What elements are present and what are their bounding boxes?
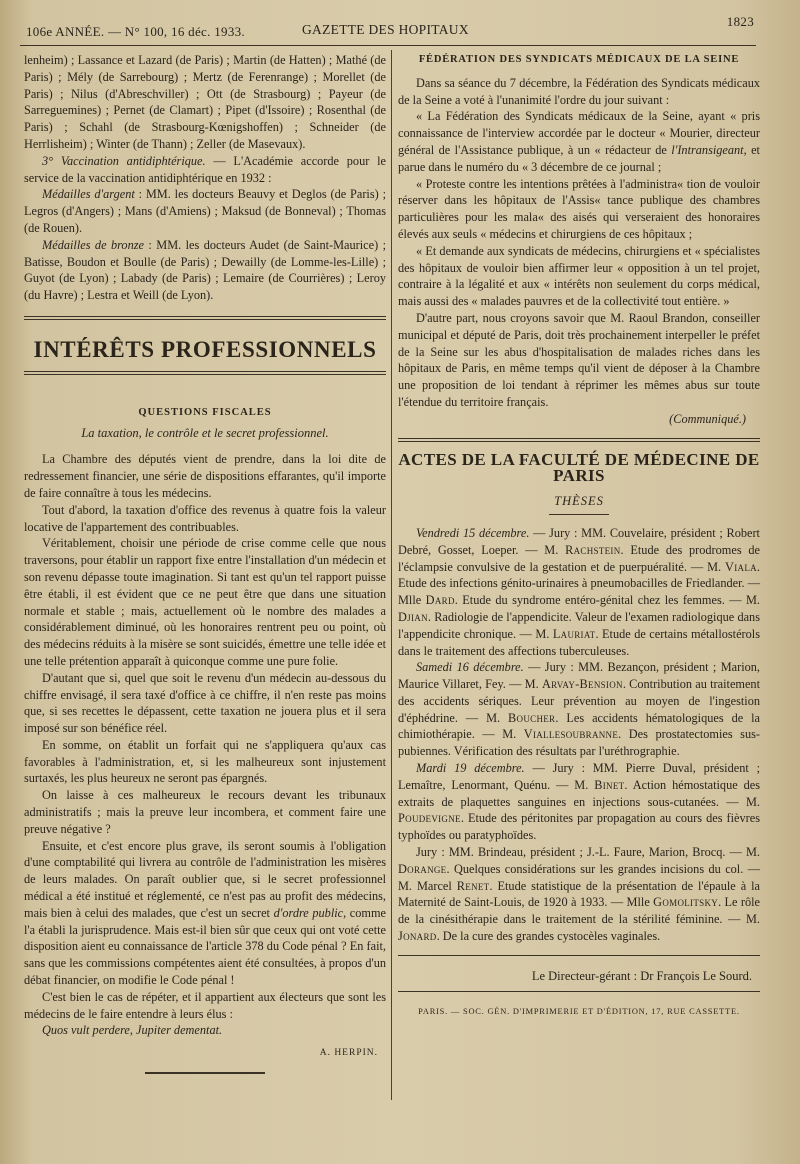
text: . Etude de certains métallostérols dans le traitement des affections tuberculeuses. xyxy=(398,626,760,658)
theses-heading: THÈSES xyxy=(554,494,604,509)
text: . Action hémostatique des extraits de plaquettes sanguines en injections sous-cutanées. — M. xyxy=(398,777,760,809)
text: . De la cure des grandes cystocèles vaginales. xyxy=(436,929,661,944)
text: . Le rôle de la cinésithérapie dans le traitement de la stérilité féminine. — M. xyxy=(398,895,760,927)
award-list-continued: lenheim) ; Lassance et Lazard (de Paris) ; Martin (de Hatten) ; Mathé (de Paris) ; Mély (de Sarrebourg) ; Mertz (de Ferenrange) ; Morellet (de Paris) ; Nilus (d'Abreschviller) ; Ott (de Strasbourg) ; Payeur (de Sarreguemines) ; Pernet (de Clamart) ; Pipet (d'Issoire) ; Rosenthal (de Paris) ; Schahl (de Strasbourg-Kœnigshoffen) ; Schneider (de Herrlisheim) ; Winter (de Thann) ; Zeller (de Masevaux). xyxy=(24,53,386,151)
resolution-paragraph: « Proteste contre les intentions prêtées à l'administra« tion de vouloir réserver dans les hôpitaux de l'Assis« tance publique des chambres particulières pour les mala« des aisés qui verseraient des honoraires élevés aux seuls « médecins et chirurgiens de ces hôpitaux ; xyxy=(398,176,760,241)
text: . Contribution au traitement des accidents sériques. Leur prévention au moyen de l'ingestion d'éphédrine. — M. xyxy=(398,677,760,725)
section-title: INTÉRÊTS PROFESSIONNELS xyxy=(33,336,377,362)
article-paragraph: En somme, on établit un forfait qui ne s'appliquera qu'aux cas favorables à l'administration, et, si les malheureux sont injustement surtaxés, les plus heureux ne seront pas épargnés. xyxy=(24,737,386,786)
article-paragraph: C'est bien le cas de répéter, et il appartient aux électeurs que sont les médecins de le faire entendre à leurs élus : xyxy=(24,989,386,1021)
end-rule xyxy=(145,1072,265,1074)
candidate-name: Poudevigne xyxy=(398,811,461,826)
candidate-name: Jonard xyxy=(398,929,437,944)
article-paragraph: Tout d'abord, la taxation d'office des revenus à quatre fois la valeur locative de l'appartement des contribuables. xyxy=(24,502,386,534)
section-rule xyxy=(24,371,386,375)
candidate-name: Binet xyxy=(594,777,625,792)
text: . Les accidents hématologiques de la chimiothérapie. — M. xyxy=(398,710,760,742)
bronze-text: : MM. les docteurs Audet (de Saint-Maurice) ; Batisse, Boudon et Boulle (de Paris) ; Dewailly (de Lomme-les-Lille) ; Guyot (de Lyon) ; Labady (de Paris) ; Lemaire (de Courrières) ; Leroy (du Havre) ; Lestra et Weill (de Lyon). xyxy=(24,237,387,303)
article-heading: QUESTIONS FISCALES xyxy=(138,406,272,418)
text: Jury : MM. Brindeau, président ; J.-L. Faure, Marion, Brocq. — M. xyxy=(416,845,760,860)
text: . Radiologie de l'appendicite. Valeur de l'examen radiologique dans l'appendicite chronique. — M. xyxy=(398,609,760,641)
b7-part-b: , comme l'a établi la jurisprudence. Mais est-il bien sûr que ceux qui ont voté cette disposition aient eu connaissance de l'article 378 du Code pénal ? En fait, sans que les commissions compétentes aient été consultées, à propos d'un débat financier, on modifie le Code pénal ! xyxy=(24,905,386,988)
printer-imprint: PARIS. — SOC. GÉN. D'IMPRIMERIE ET D'ÉDITION, 17, RUE CASSETTE. xyxy=(418,1006,740,1016)
right-column xyxy=(398,52,760,1020)
vaccination-paragraph xyxy=(24,153,386,187)
newspaper-name: l'Intransigeant xyxy=(671,142,744,157)
resolution-paragraph: « Et demande aux syndicats de médecins, chirurgiens et « spécialistes des hôpitaux de vouloir bien affirmer leur « opposition à un tel projet, contraire à la légalité et aux « intérêts non seulement du corps médical, mais aussi des « malades pauvres et de la collectivité tout entière. » xyxy=(398,243,760,309)
candidate-name: Boucher xyxy=(508,710,556,725)
thesis-day-saturday xyxy=(398,659,760,760)
candidate-name: Viala xyxy=(725,559,757,574)
article-subtitle: La taxation, le contrôle et le secret professionnel. xyxy=(81,425,329,440)
text: . Etude du syndrome entéro-génital chez les femmes. — M. xyxy=(454,593,760,608)
journal-title: GAZETTE DES HOPITAUX xyxy=(302,22,469,37)
article-paragraph: D'autant que si, quel que soit le revenu d'un médecin au-dessous du chiffre envisagé, il sera taxé d'office à ce chiffre, il n'en reste pas moins que, si ses recettes le dépassent, cette taxation ne jouera plus et il sera imposé sur son bénéfice réel. xyxy=(24,670,386,736)
text: . Des prostatectomies sus-pubiennes. Vérification des résultats par l'uréthrographie. xyxy=(398,727,760,759)
federation-heading: FÉDÉRATION DES SYNDICATS MÉDICAUX DE LA SEINE xyxy=(418,54,740,65)
thesis-day-friday xyxy=(398,525,760,659)
federation-intro: Dans sa séance du 7 décembre, la Fédération des Syndicats médicaux de la Seine a voté à l'unanimité l'ordre du jour suivant : xyxy=(398,75,760,107)
article-paragraph: On laisse à ces malheureux le recours devant les tribunaux administratifs ; mais la preuve leur incombera, et comment faire une preuve négative ? xyxy=(24,788,386,836)
federation-paragraph: D'autre part, nous croyons savoir que M. Raoul Brandon, conseiller municipal et député de Paris, doit très prochainement interpeller le préfet de la Seine sur les abus d'hospitalisation de malades riches dans les hôpitaux de Paris, en même temps qu'il vient de déposer à la Chambre une proposition de loi tendant à réprimer les mêmes abus sur toute l'étendue du territoire français. xyxy=(398,310,760,409)
r2-part-b: , et parue dans le numéro du « 3 décembre de ce journal ; xyxy=(398,142,760,174)
text: — Jury : MM. Bezançon, président ; Marion, Maurice Villaret, Fey. — M. xyxy=(398,660,760,692)
thesis-second-jury xyxy=(398,844,760,945)
candidate-name: Dorange xyxy=(398,861,447,876)
left-column xyxy=(24,52,386,1074)
vaccination-text: — L'Académie accorde pour le service de la vaccination antidiphtérique en 1932 : xyxy=(24,153,386,185)
text: — Jury : MM. Pierre Duval, président ; Lemaître, Lenormant, Quénu. — M. xyxy=(398,761,760,792)
text: — Jury : MM. Couvelaire, président ; Robert Debré, Gosset, Loeper. — M. xyxy=(398,525,760,557)
latin-quote: Quos vult perdere, Jupiter dementat. xyxy=(42,1023,223,1038)
thesis-day-tuesday xyxy=(398,760,760,844)
page-number: 1823 xyxy=(726,14,754,29)
bronze-lead: Médailles de bronze xyxy=(42,237,144,252)
author-signature: A. HERPIN. xyxy=(319,1048,378,1059)
page-header xyxy=(26,14,754,44)
section-rule xyxy=(398,438,760,442)
text: . Etude des prodromes de l'éclampsie convulsive de la gestation et de puerpuéralité. — M. xyxy=(398,542,760,574)
article-paragraph xyxy=(24,838,386,989)
silver-text: : MM. les docteurs Beauvy et Deglos (de Paris) ; Legros (d'Angers) ; Mans (d'Amiens) ; Maksud (de Bonneval) ; Thomas (de Rouen). xyxy=(24,187,386,235)
r2-part-a: « La Fédération des Syndicats médicaux de la Seine, ayant « pris connaissance de l'interview accordée par le docteur « Mourier, directeur général de l'Assistance publique, à un « rédacteur de xyxy=(398,109,760,157)
bronze-medals xyxy=(24,237,386,304)
column-divider xyxy=(391,50,392,1100)
vaccination-lead: 3° Vaccination antidiphtérique. xyxy=(42,153,206,168)
communique-note: (Communiqué.) xyxy=(669,411,746,426)
b7-italic: d'ordre public xyxy=(273,905,344,920)
resolution-paragraph xyxy=(398,108,760,175)
candidate-name: Djian xyxy=(398,609,428,624)
text: . Etude des infections génito-urinaires à pneumobacilles de Friedlander. — Mlle xyxy=(398,559,760,608)
day-label: Vendredi 15 décembre. xyxy=(416,525,530,540)
article-paragraph: La Chambre des députés vient de prendre, dans la loi dite de redressement financier, une série de dispositions effarantes, qu'il importe de faire connaître à tous les médecins. xyxy=(24,452,386,500)
acts-title: ACTES DE LA FACULTÉ DE MÉDECINE DE PARIS xyxy=(398,449,760,486)
issue-info: 106e ANNÉE. — N° 100, 16 déc. 1933. xyxy=(26,24,245,39)
theses-rule xyxy=(549,514,609,515)
article-paragraph: Véritablement, choisir une période de crise comme celle que nous traversons, pour établir un rapport fixe entre l'installation d'un médecin et son revenu dépasse toute imagination. Si tant est qu'un tel rapport puisse être établi, il est évident que ce ne peut être que dans une situation normale et stable ; mais, actuellement où le nombre des malades a considérablement diminué, où les honoraires rentrent peu ou point, où des médecins réduits à la misère se sont suicidés, émettre une telle idée et une telle prétention apparaît à quiconque comme une pure folie. xyxy=(24,536,386,668)
candidate-name: Arvay-Bension xyxy=(541,677,623,692)
candidate-name: Rachstein xyxy=(565,542,621,557)
header-rule xyxy=(20,45,756,46)
silver-medals xyxy=(24,186,386,236)
silver-lead: Médailles d'argent xyxy=(42,187,135,202)
text: . Etude des péritonites par propagation au cours des fièvres typhoïdes ou paratyphoïdes. xyxy=(398,811,760,843)
b7-part-a: Ensuite, et c'est encore plus grave, ils seront soumis à l'obligation d'une comptabilité qui livrera au contrôle de l'administration les misères de leurs malades. On paraît oublier que, si le secret professionnel médical a été institué et réglementé, ce n'est pas au profit des médecins, mais bien à celui des malades, que c'est un secret xyxy=(24,838,386,920)
candidate-name: Lauriat xyxy=(552,626,596,641)
candidate-name: Viallesoubranne xyxy=(523,727,619,742)
day-label: Mardi 19 décembre. xyxy=(416,761,525,776)
candidate-name: Renet xyxy=(456,878,490,893)
section-rule xyxy=(24,316,386,320)
candidate-name: Dard xyxy=(425,593,455,608)
imprint-rule xyxy=(398,991,760,992)
candidate-name: Gomolitsky xyxy=(653,895,719,910)
day-label: Samedi 16 décembre. xyxy=(416,660,524,675)
director-manager: Le Directeur-gérant : Dr François Le Sourd. xyxy=(531,968,752,983)
text: . Etude statistique de la présentation de l'épaule à la Maternité de Saint-Louis, de 1920 à 1933. — Mlle xyxy=(398,878,760,910)
gerant-rule xyxy=(398,955,760,956)
text: . Quelques considérations sur les grandes incisions du col. — M. Marcel xyxy=(398,861,760,893)
